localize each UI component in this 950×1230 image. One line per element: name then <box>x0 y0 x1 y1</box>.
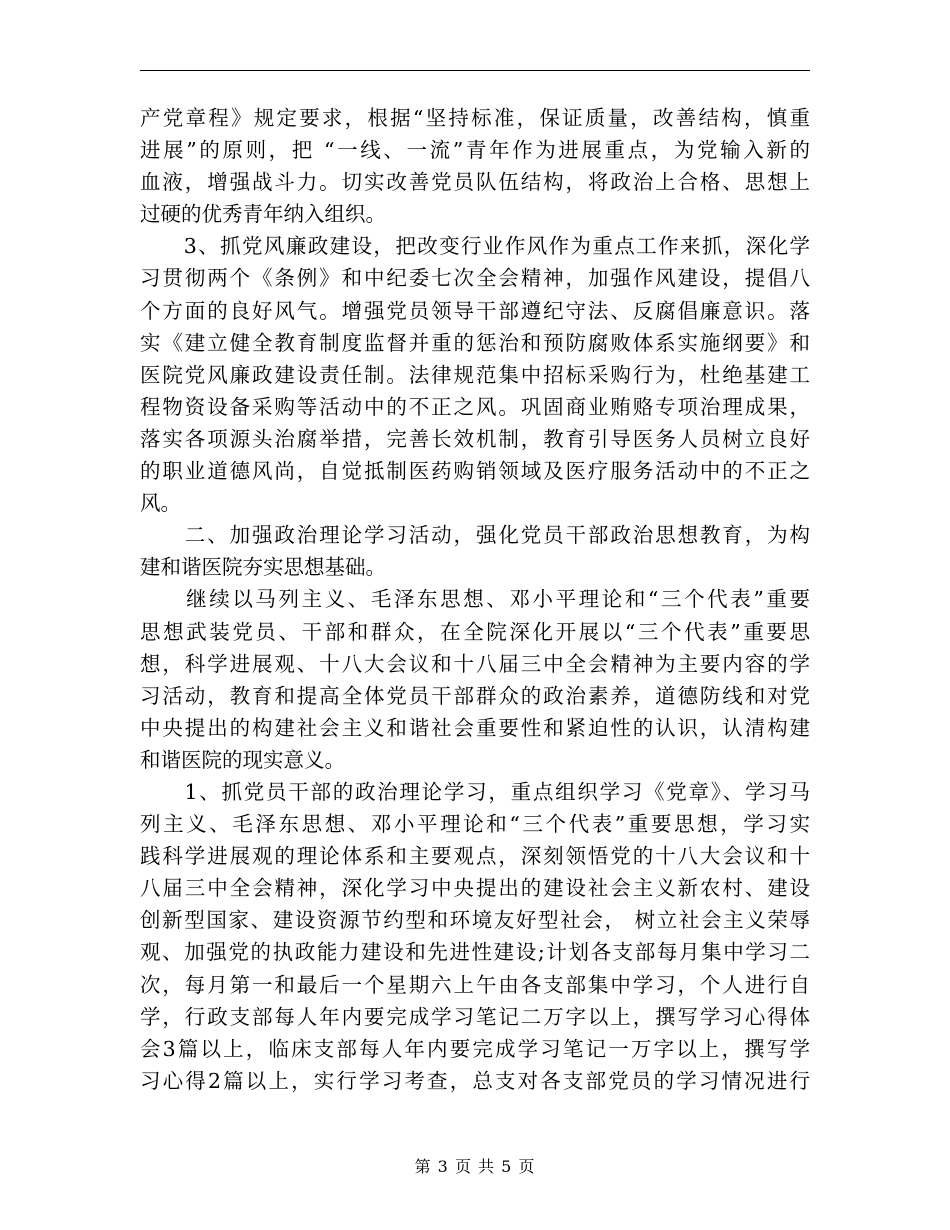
text-line: 医院党风廉政建设责任制。法律规范集中招标采购行为，杜绝基建工 <box>140 362 810 387</box>
text-line: 学，行政支部每人年内要完成学习笔记二万字以上，撰写学习心得体 <box>140 1004 810 1029</box>
text-line: 八届三中全会精神，深化学习中央提出的建设社会主义新农村、建设 <box>140 876 810 901</box>
text-line: 列主义、毛泽东思想、邓小平理论和“三个代表”重要思想，学习实 <box>140 812 810 837</box>
page-footer: 第 3 页 共 5 页 <box>414 1157 536 1176</box>
header-rule <box>140 70 810 71</box>
text-line: 二、加强政治理论学习活动，强化党员干部政治思想教育，为构 <box>140 523 810 548</box>
text-line: 中央提出的构建社会主义和谐社会重要性和紧迫性的认识，认清构建 <box>140 715 810 740</box>
text-line: 思想武装党员、干部和群众，在全院深化开展以“三个代表”重要思 <box>140 619 810 644</box>
text-line: 观、加强党的执政能力建设和先进性建设;计划各支部每月集中学习二 <box>140 940 810 965</box>
text-line: 习活动，教育和提高全体党员干部群众的政治素养，道德防线和对党 <box>140 683 810 708</box>
text-line: 想，科学进展观、十八大会议和十八届三中全会精神为主要内容的学 <box>140 651 810 676</box>
text-line: 程物资设备采购等活动中的不正之风。巩固商业贿赂专项治理成果， <box>140 394 810 419</box>
text-line: 和谐医院的现实意义。 <box>140 747 345 772</box>
text-line: 建和谐医院夯实思想基础。 <box>140 555 386 580</box>
text-line: 习贯彻两个《条例》和中纪委七次全会精神，加强作风建设，提倡八 <box>140 266 810 291</box>
text-line: 过硬的优秀青年纳入组织。 <box>140 202 386 227</box>
text-line: 的职业道德风尚，自觉抵制医药购销领域及医疗服务活动中的不正之 <box>140 459 810 484</box>
text-line: 继续以马列主义、毛泽东思想、邓小平理论和“三个代表”重要 <box>140 587 810 612</box>
text-line: 3、抓党风廉政建设，把改变行业作风作为重点工作来抓，深化学 <box>140 234 810 259</box>
text-line: 血液，增强战斗力。切实改善党员队伍结构，将政治上合格、思想上 <box>140 170 810 195</box>
text-line: 次，每月第一和最后一个星期六上午由各支部集中学习，个人进行自 <box>140 972 810 997</box>
text-line: 落实各项源头治腐举措，完善长效机制，教育引导医务人员树立良好 <box>140 426 810 451</box>
text-line: 个方面的良好风气。增强党员领导干部遵纪守法、反腐倡廉意识。落 <box>140 298 810 323</box>
document-body <box>140 102 810 1097</box>
text-line: 践科学进展观的理论体系和主要观点，深刻领悟党的十八大会议和十 <box>140 844 810 869</box>
text-line: 习心得2篇以上，实行学习考查，总支对各支部党员的学习情况进行 <box>140 1068 810 1093</box>
text-line: 创新型国家、建设资源节约型和环境友好型社会， 树立社会主义荣辱 <box>140 908 810 933</box>
text-line: 实《建立健全教育制度监督并重的惩治和预防腐败体系实施纲要》和 <box>140 330 810 355</box>
text-line: 1、抓党员干部的政治理论学习，重点组织学习《党章》、学习马 <box>140 779 810 804</box>
text-line: 产党章程》规定要求，根据“坚持标准，保证质量，改善结构，慎重 <box>140 106 810 130</box>
text-line: 风。 <box>140 491 181 516</box>
text-line: 进展”的原则，把 “一线、一流”青年作为进展重点，为党输入新的 <box>140 138 810 163</box>
text-line: 会3篇以上，临床支部每人年内要完成学习笔记一万字以上，撰写学 <box>140 1036 810 1061</box>
